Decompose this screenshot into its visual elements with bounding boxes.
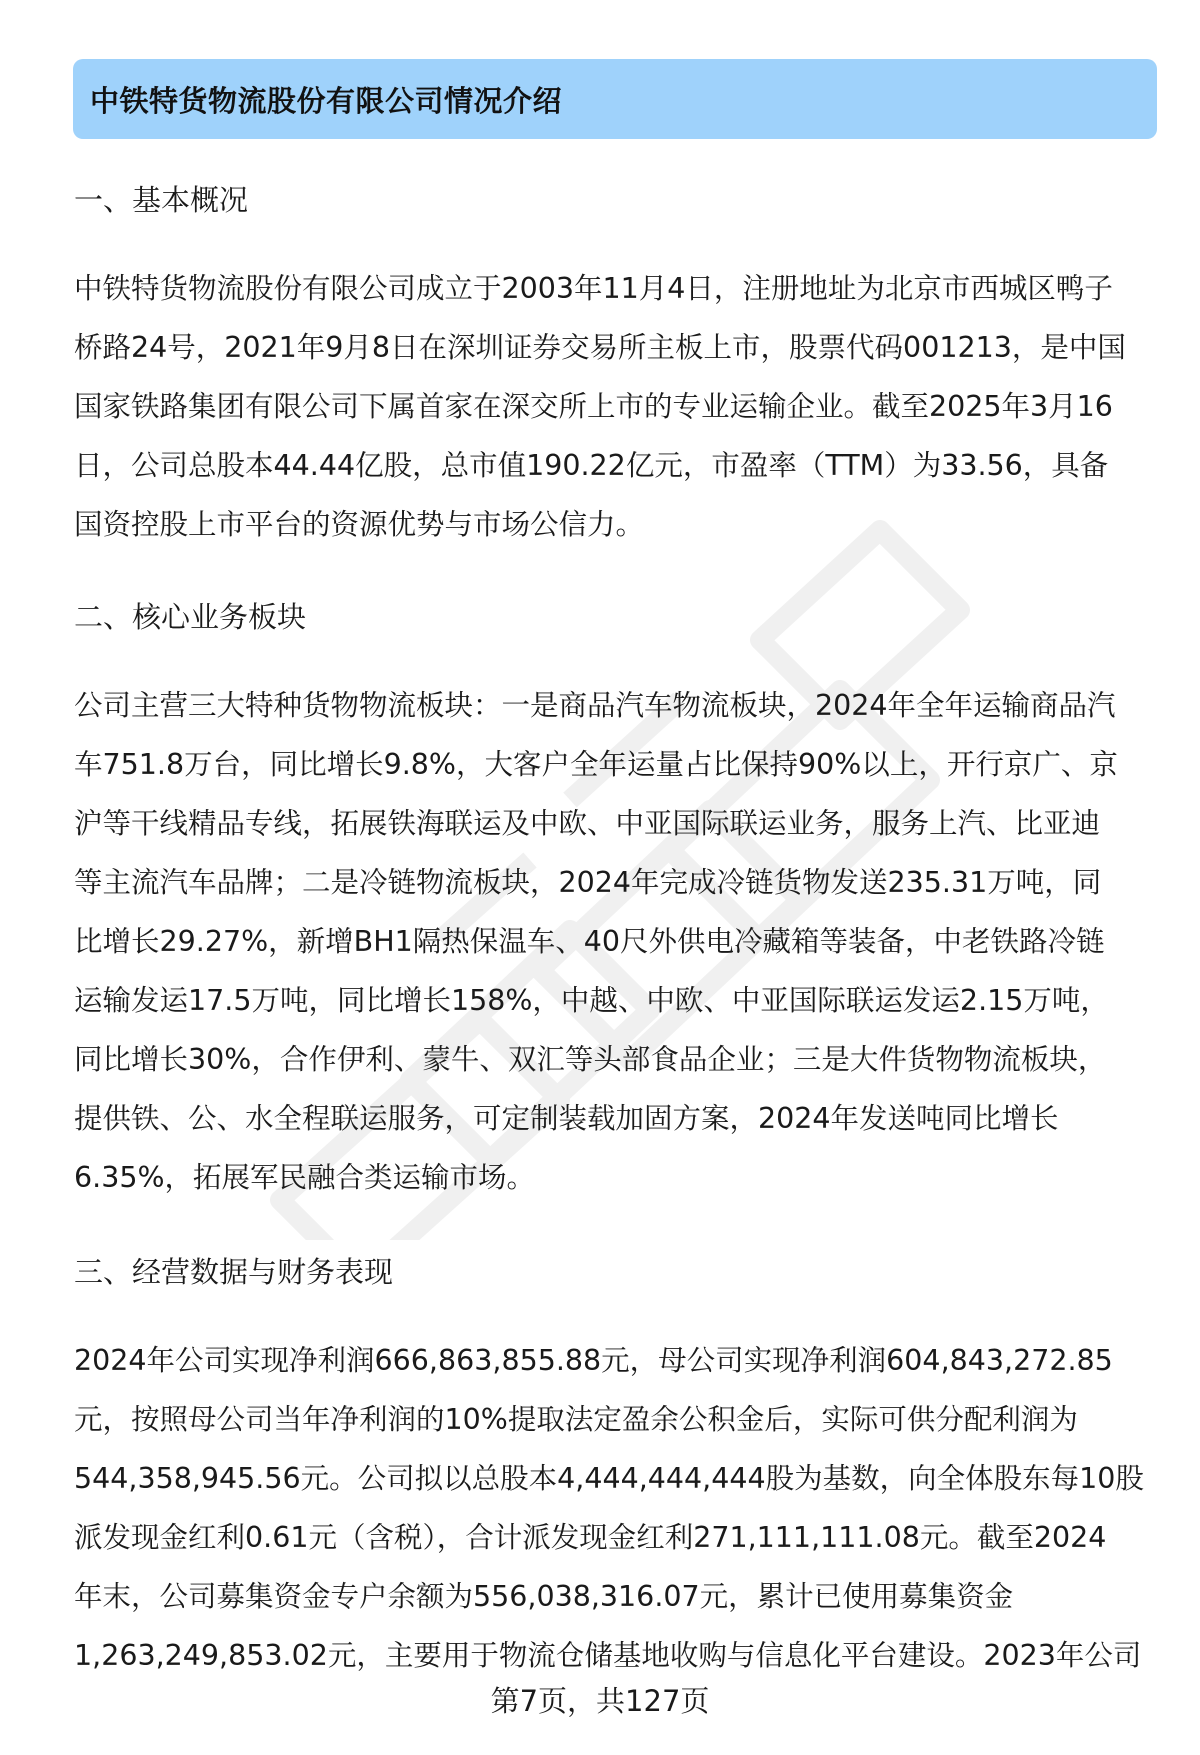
paragraph-line: 年末，公司募集资金专户余额为556,038,316.07元，累计已使用募集资金 <box>74 1580 1014 1613</box>
paragraph-line: 544,358,945.56元。公司拟以总股本4,444,444,444股为基数，向全体股东每10股 <box>74 1462 1144 1495</box>
paragraph-line: 1,263,249,853.02元，主要用于物流仓储基地收购与信息化平台建设。2023年公司 <box>74 1639 1142 1672</box>
paragraph-line: 提供铁、公、水全程联运服务，可定制装载加固方案，2024年发送吨同比增长 <box>74 1102 1059 1135</box>
paragraph-line: 6.35%，拓展军民融合类运输市场。 <box>74 1161 536 1194</box>
paragraph-line: 比增长29.27%，新增BH1隔热保温车、40尺外供电冷藏箱等装备，中老铁路冷链 <box>74 925 1105 958</box>
section-heading-overview: 一、基本概况 <box>74 183 249 217</box>
paragraph-line: 日，公司总股本44.44亿股，总市值190.22亿元，市盈率（TTM）为33.56，具备 <box>74 449 1109 482</box>
document-title: 中铁特货物流股份有限公司情况介绍 <box>90 83 563 118</box>
paragraph-line: 运输发运17.5万吨，同比增长158%，中越、中欧、中亚国际联运发运2.15万吨， <box>74 984 1109 1017</box>
section-paragraph-core-business <box>74 676 1160 1207</box>
title-banner <box>73 59 1157 139</box>
paragraph-line: 国资控股上市平台的资源优势与市场公信力。 <box>74 508 645 541</box>
page-number-footer: 第7页，共127页 <box>490 1684 710 1718</box>
paragraph-line: 2024年公司实现净利润666,863,855.88元，母公司实现净利润604,843,272.85 <box>74 1344 1113 1377</box>
paragraph-line: 元，按照母公司当年净利润的10%提取法定盈余公积金后，实际可供分配利润为 <box>74 1403 1078 1436</box>
paragraph-line: 桥路24号，2021年9月8日在深圳证券交易所主板上市，股票代码001213，是中国 <box>74 331 1126 364</box>
section-heading-core-business: 二、核心业务板块 <box>74 600 307 634</box>
paragraph-line: 同比增长30%，合作伊利、蒙牛、双汇等头部食品企业；三是大件货物物流板块， <box>74 1043 1107 1076</box>
paragraph-line: 等主流汽车品牌；二是冷链物流板块，2024年完成冷链货物发送235.31万吨，同 <box>74 866 1102 899</box>
paragraph-line: 公司主营三大特种货物物流板块：一是商品汽车物流板块，2024年全年运输商品汽 <box>74 689 1116 722</box>
section-heading-financials: 三、经营数据与财务表现 <box>74 1255 394 1289</box>
paragraph-line: 车751.8万台，同比增长9.8%，大客户全年运量占比保持90%以上，开行京广、京 <box>74 748 1118 781</box>
section-paragraph-overview <box>74 259 1160 554</box>
paragraph-line: 沪等干线精品专线，拓展铁海联运及中欧、中亚国际联运业务，服务上汽、比亚迪 <box>74 807 1101 840</box>
paragraph-line: 国家铁路集团有限公司下属首家在深交所上市的专业运输企业。截至2025年3月16 <box>74 390 1113 423</box>
section-paragraph-financials <box>74 1331 1160 1685</box>
paragraph-line: 派发现金红利0.61元（含税），合计派发现金红利271,111,111.08元。截至2024 <box>74 1521 1107 1554</box>
paragraph-line: 中铁特货物流股份有限公司成立于2003年11月4日，注册地址为北京市西城区鸭子 <box>74 272 1113 305</box>
